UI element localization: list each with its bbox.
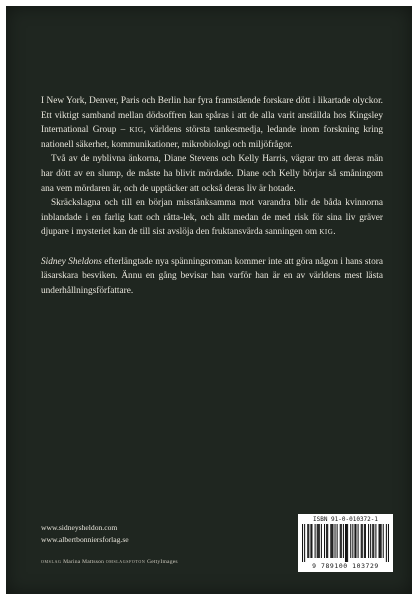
blurb-text <box>41 94 383 298</box>
author-name: Sidney Sheldons <box>41 256 102 267</box>
blurb-paragraph-2: Två av de nyblivna änkorna, Diane Stevens och Kelly Harris, vägrar tro att deras män har dött av en slump, de måste ha blivit mördade. Diane och Kelly börjar så småningom ana vem mördaren är, och de upptäcker att också deras liv är hotade. <box>41 154 383 194</box>
barcode-label <box>298 514 393 572</box>
barcode-bar <box>304 524 305 562</box>
barcode-bar <box>321 524 322 558</box>
barcode-bar <box>370 524 371 558</box>
barcode-bar <box>317 524 318 558</box>
barcode-bar <box>343 524 344 558</box>
barcode-bar <box>308 524 309 558</box>
barcode-bar <box>347 524 348 562</box>
barcode-bar <box>334 524 335 558</box>
barcode-bar <box>341 524 342 558</box>
barcode-bar <box>358 524 359 558</box>
barcode-bar <box>368 524 369 558</box>
kig-abbreviation: kig <box>319 227 334 238</box>
barcode-bar <box>326 524 327 558</box>
barcode-icon <box>302 524 389 562</box>
barcode-bar <box>311 524 312 558</box>
barcode-bar <box>315 524 316 558</box>
barcode-bar <box>386 524 387 562</box>
barcode-bar <box>337 524 338 558</box>
barcode-bar <box>332 524 333 558</box>
cover-credits <box>41 559 178 565</box>
barcode-bar <box>355 524 356 558</box>
blurb-paragraph-1: I New York, Denver, Paris och Berlin har fyra framstående forskare dött i likartade olyckor. Ett viktigt samband mellan dödsoffren kan spåras i att de alla varit anställda hos Kingsley International Group – kig, världens största tankesmedja, ledande inom forskning kring nationell säkerhet, kommunikationer, mikrobiologi och miljöfrågor. <box>41 96 383 150</box>
publisher-website[interactable]: www.albertbonniersforlag.se <box>41 535 129 544</box>
barcode-bar <box>379 524 380 558</box>
barcode-bar <box>340 524 341 558</box>
website-links <box>41 522 129 546</box>
barcode-bar <box>375 524 376 558</box>
cover-photo-label: omslagsfoton <box>105 559 146 565</box>
barcode-bar <box>383 524 384 558</box>
barcode-bar <box>365 524 366 558</box>
barcode-bar <box>318 524 319 558</box>
cover-photo-credit: GettyImages <box>146 559 178 565</box>
barcode-bar <box>319 524 320 558</box>
barcode-bar <box>362 524 363 558</box>
kig-abbreviation: kig <box>129 125 144 136</box>
barcode-bar <box>324 524 325 558</box>
barcode-bar <box>310 524 311 558</box>
barcode-bar <box>373 524 374 558</box>
cover-design-label: omslag <box>41 559 62 565</box>
barcode-bar <box>364 524 365 558</box>
isbn-number: ISBN 91-0-010372-1 <box>312 516 379 523</box>
barcode-bar <box>372 524 373 558</box>
barcode-bar <box>345 524 346 562</box>
blurb-paragraph-4: Sidney Sheldons efterlängtade nya spänningsroman kommer inte att göra någon i hans stora läsarskara besviken. Ännu en gång bevisar han varför han är en av världens mest lästa underhållningsförfattare. <box>41 256 383 296</box>
barcode-bar <box>380 524 381 558</box>
barcode-bar <box>354 524 355 558</box>
barcode-bar <box>388 524 389 562</box>
barcode-bar <box>331 524 332 558</box>
ean-number: 9 789100 103729 <box>312 562 379 570</box>
blurb-paragraph-3: Skräckslagna och till en början misstänksamma mot varandra blir de båda kvinnorna inblandade i en farlig katt och råtta-lek, och allt medan de med risk för sina liv gräver djupare i mysteriet kan de till sist avslöja den fruktansvärda sanningen om kig. <box>41 198 383 238</box>
barcode-bar <box>352 524 353 558</box>
barcode-bar <box>350 524 351 558</box>
cover-designer: Marina Mattsson <box>63 559 105 565</box>
barcode-bar <box>381 524 382 558</box>
back-cover <box>6 6 412 594</box>
author-website[interactable]: www.sidneysheldon.com <box>41 523 118 532</box>
barcode-bar <box>361 524 362 558</box>
barcode-bar <box>307 524 308 558</box>
barcode-bar <box>346 524 347 562</box>
barcode-bar <box>327 524 328 558</box>
barcode-bar <box>302 524 303 562</box>
barcode-bar <box>330 524 331 558</box>
